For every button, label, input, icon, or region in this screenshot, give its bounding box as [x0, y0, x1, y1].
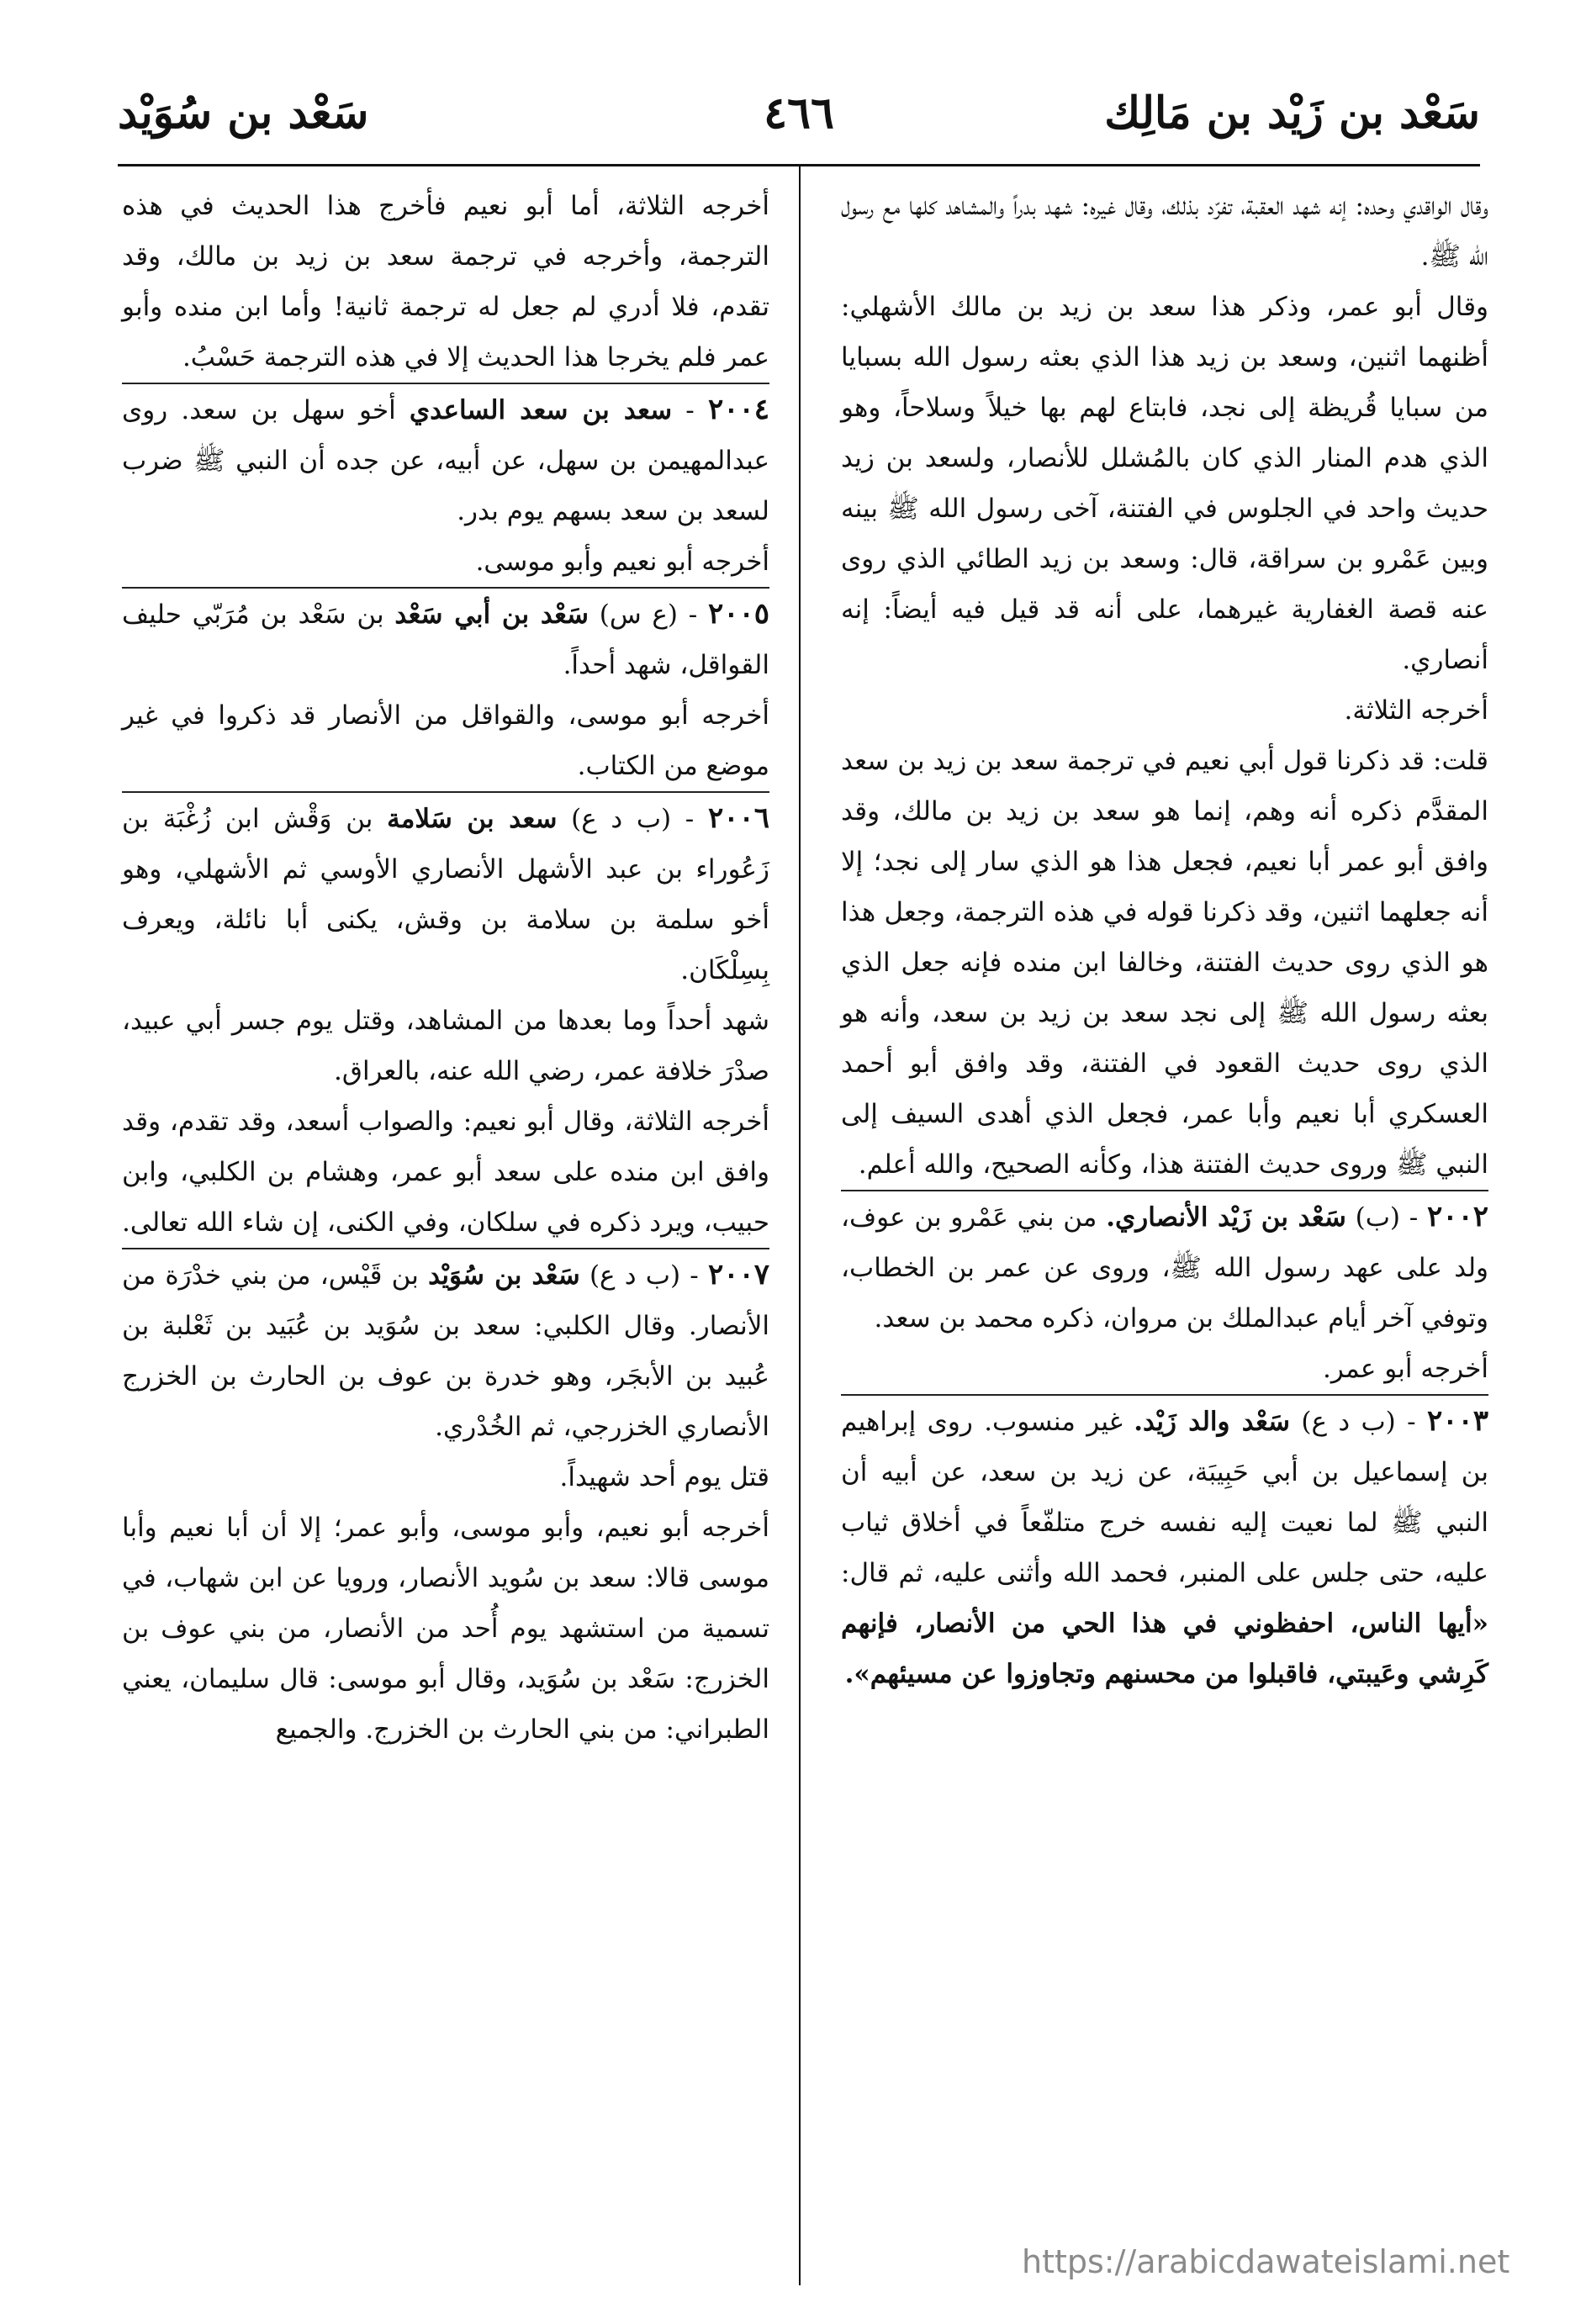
entry-name: سَعْد بن سُوَيْد — [428, 1260, 580, 1291]
entry-dash: - — [1395, 1407, 1416, 1437]
column-divider — [799, 166, 801, 2285]
paragraph: قتل يوم أحد شهيداً. — [559, 1462, 769, 1492]
entry-2007 — [122, 1248, 769, 1452]
entry-name: سعد بن سعد الساعدي — [409, 395, 673, 425]
entry-number: ٢٠٠٢ — [1426, 1200, 1489, 1233]
paragraph: قلت: قد ذكرنا قول أبي نعيم في ترجمة سعد بن زيد بن سعد المقدَّم ذكره أنه وهم، إنما هو سعد بن زيد بن مالك، وقد وافق أبو عمر أبا نعيم، فجعل هذا هو الذي سار إلى نجد؛ إلا أنه جعلهما اثنين، وقد ذكرنا قوله في هذه الترجمة، وجعل هذا هو الذي روى حديث الفتنة، وخالفا ابن منده فإنه جعل الذي بعثه رسول الله ﷺ إلى نجد سعد بن زيد بن سعد، وأنه هو الذي روى حديث القعود في الفتنة، وقد وافق أبو أحمد العسكري أبا نعيم وأبا عمر، فجعل الذي أهدى السيف إلى النبي ﷺ وروى حديث الفتنة هذا، وكأنه الصحيح، والله أعلم. — [841, 746, 1488, 1180]
entry-name: سَعْد بن أبي سَعْد — [394, 599, 589, 630]
entry-name: سعد بن سَلامة — [387, 804, 558, 834]
paragraph: شهد أحداً وما بعدها من المشاهد، وقتل يوم جسر أبي عبيد، صدْرَ خلافة عمر، رضي الله عنه، بالعراق. — [122, 1006, 769, 1086]
left-column — [122, 181, 769, 1755]
entry-number: ٢٠٠٤ — [707, 393, 769, 426]
entry-number: ٢٠٠٥ — [707, 597, 769, 631]
right-column — [841, 181, 1488, 1699]
entry-dash: - — [672, 395, 695, 425]
paragraph: وقال أبو عمر، وذكر هذا سعد بن زيد بن مالك الأشهلي: أظنهما اثنين، وسعد بن زيد هذا الذي بعثه رسول الله بسبايا من سبايا قُريظة إلى نجد، فابتاع لهم بها خيلاً وسلاحاً، وهو الذي هدم المنار الذي كان بالمُشلل للأنصار، ولسعد بن زيد حديث واحد في الجلوس في الفتنة، آخى رسول الله ﷺ بينه وبين عَمْرو بن سراقة، قال: وسعد بن زيد الطائي الذي روى عنه قصة الغفارية غيرهما، على أنه قد قيل فيه أيضاً: إنه أنصاري. — [841, 292, 1488, 675]
paragraph: أخرجه الثلاثة. — [1344, 695, 1488, 726]
entry-text: بن سَعْد بن مُرَبّي حليف القواقل، شهد أحداً. — [122, 599, 769, 680]
entry-2006 — [122, 791, 769, 996]
entry-source: أخرجه أبو نعيم وأبو موسى. — [475, 547, 769, 577]
entry-dash: - — [1399, 1202, 1419, 1233]
hadith-quote: «أيها الناس، احفظوني في هذا الحي من الأنصار، فإنهم كَرِشي وعَيبتي، فاقبلوا من محسنهم وتجاوزوا عن مسيئهم». — [841, 1608, 1488, 1689]
entry-source-code: (ع س) — [599, 599, 679, 630]
entry-name: سَعْد بن زَيْد الأنصاري. — [1106, 1202, 1346, 1233]
entry-2003 — [841, 1394, 1488, 1699]
entry-source-code: (ب) — [1355, 1202, 1400, 1233]
entry-dash: - — [678, 599, 698, 630]
entry-text: أخو سهل بن سعد. روى عبدالمهيمن بن سهل، عن أبيه، عن جده أن النبي ﷺ ضرب لسعد بن سعد بسهم يوم بدر. — [122, 395, 769, 526]
entry-source-code: (ب د ع) — [571, 804, 672, 834]
entry-number: ٢٠٠٧ — [707, 1258, 769, 1291]
entry-source-code: (ب د ع) — [1301, 1407, 1396, 1437]
entry-text: بن قَيْس، من بني خدْرَة من الأنصار. وقال الكلبي: سعد بن سُوَيد بن عُبَيد بن ثَعْلبة بن عُبيد بن الأبجَر، وهو خدرة بن عوف بن الحارث بن الخزرج الأنصاري الخزرجي، ثم الخُدْري. — [122, 1260, 769, 1442]
entry-2004 — [122, 383, 769, 536]
paragraph: أخرجه الثلاثة، أما أبو نعيم فأخرج هذا الحديث في هذه الترجمة، وأخرجه في ترجمة سعد بن زيد بن مالك، وقد تقدم، فلا أدري لم جعل له ترجمة ثانية! وأما ابن منده وأبو عمر فلم يخرجا هذا الحديث إلا في هذه الترجمة حَسْبُ. — [122, 191, 769, 372]
entry-text: بن وَقْش ابن زُغْبَة بن زَعُوراء بن عبد الأشهل الأنصاري الأوسي ثم الأشهلي، وهو أخو سلمة بن سلامة بن وقش، يكنى أبا نائلة، ويعرف بِسِلْكَان. — [122, 804, 769, 985]
paragraph: وقال الواقدي وحده: إنه شهد العقبة، تفرّد بذلك، وقال غيره: شهد بدراً والمشاهد كلها مع رسول الله ﷺ. — [841, 191, 1488, 272]
entry-source-code: (ب د ع) — [589, 1260, 681, 1291]
entry-number: ٢٠٠٣ — [1426, 1404, 1488, 1438]
entry-text: من بني عَمْرو بن عوف، ولد على عهد رسول الله ﷺ، وروى عن عمر بن الخطاب، وتوفي آخر أيام عبدالملك بن مروان، ذكره محمد بن سعد. — [841, 1202, 1488, 1334]
entry-name: سَعْد والد زَيْد. — [1134, 1407, 1291, 1437]
entry-number: ٢٠٠٦ — [707, 801, 769, 835]
running-title-right: سَعْد بن زَيْد بن مَالِك — [1104, 87, 1480, 139]
entry-source: أخرجه أبو عمر. — [1322, 1354, 1488, 1384]
entry-2005 — [122, 587, 769, 690]
entry-dash: - — [671, 804, 695, 834]
page-number: ٤٦٦ — [764, 87, 834, 139]
paragraph: أخرجه أبو نعيم، وأبو موسى، وأبو عمر؛ إلا أن أبا نعيم وأبا موسى قالا: سعد بن سُويد الأنصار، ورويا عن ابن شهاب، في تسمية من استشهد يوم أُحد من الأنصار، من بني عوف بن الخزرج: سَعْد بن سُوَيد، وقال أبو موسى: قال سليمان، يعني الطبراني: من بني الحارث بن الخزرج. والجميع — [122, 1513, 769, 1745]
running-title-left: سَعْد بن سُوَيْد — [118, 87, 369, 139]
entry-dash: - — [680, 1260, 699, 1291]
entry-text: غير منسوب. روى إبراهيم بن إسماعيل بن أبي حَبِيبَة، عن زيد بن سعد، عن أبيه أن النبي ﷺ لما نعيت إليه نفسه خرج متلفّعاً في أخلاق ثياب عليه، حتى جلس على المنبر، فحمد الله وأثنى عليه، ثم قال: — [841, 1407, 1488, 1588]
page-header — [118, 80, 1480, 147]
entry-2002 — [841, 1190, 1488, 1344]
watermark-url: https://arabicdawateislami.net — [1022, 2243, 1510, 2280]
paragraph: أخرجه الثلاثة، وقال أبو نعيم: والصواب أسعد، وقد تقدم، وقد وافق ابن منده على سعد أبو عمر، وهشام بن الكلبي، وابن حبيب، ويرد ذكره في سلكان، وفي الكنى، إن شاء الله تعالى. — [122, 1107, 769, 1238]
entry-source: أخرجه أبو موسى، والقواقل من الأنصار قد ذكروا في غير موضع من الكتاب. — [122, 700, 769, 781]
